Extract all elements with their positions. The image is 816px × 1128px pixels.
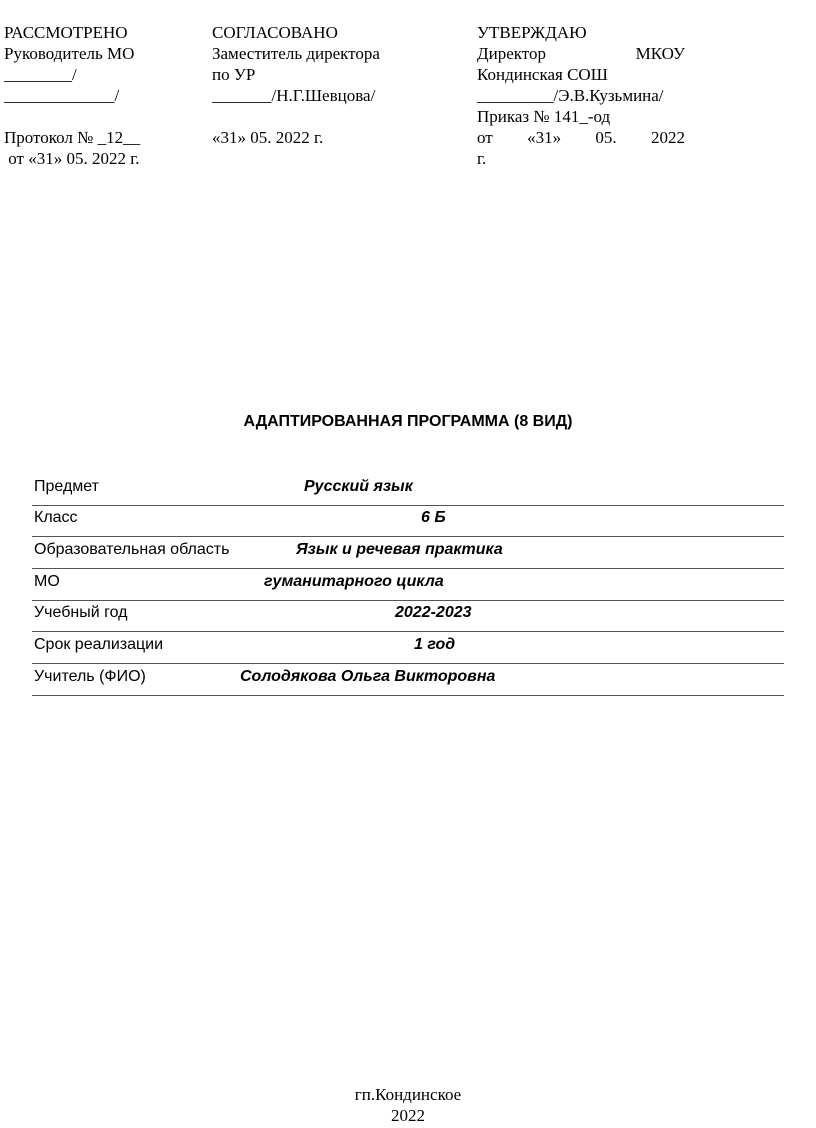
- approved-block: [477, 22, 685, 169]
- info-value: гуманитарного цикла: [264, 573, 444, 590]
- info-row-teacher: [32, 664, 784, 696]
- approved-role-a: Директор: [477, 44, 546, 63]
- approved-date-part: от: [477, 128, 493, 147]
- info-value: Язык и речевая практика: [296, 541, 503, 558]
- considered-signature-line-2: _____________/: [4, 86, 120, 105]
- considered-heading: РАССМОТРЕНО: [4, 23, 128, 42]
- info-label: МО: [34, 573, 60, 590]
- agreed-date: «31» 05. 2022 г.: [212, 128, 324, 147]
- info-row-subject: [32, 474, 784, 506]
- agreed-signature: _______/Н.Г.Шевцова/: [212, 86, 376, 105]
- info-row-class: [32, 505, 784, 537]
- info-value: 1 год: [414, 636, 456, 653]
- approved-role-line: [477, 43, 685, 64]
- approved-date-tail: г.: [477, 149, 487, 168]
- considered-signature-line-1: ________/: [4, 65, 77, 84]
- approved-date-part: 05.: [595, 128, 617, 147]
- info-label: Учитель (ФИО): [34, 668, 146, 685]
- approved-date-part: «31»: [527, 128, 562, 147]
- info-label: Срок реализации: [34, 636, 164, 653]
- agreed-block: [212, 22, 452, 148]
- info-row-field: [32, 537, 784, 569]
- approved-heading: УТВЕРЖДАЮ: [477, 23, 587, 42]
- considered-protocol: Протокол № _12__: [4, 128, 141, 147]
- footer-place: гп.Кондинское: [354, 1085, 462, 1104]
- info-label: Предмет: [34, 478, 99, 495]
- spacer: [212, 106, 452, 127]
- info-label: Класс: [34, 509, 78, 526]
- spacer: [4, 106, 184, 127]
- approved-date-part: 2022: [651, 128, 685, 147]
- approved-order: Приказ № 141_-од: [477, 107, 611, 126]
- info-value: Солодякова Ольга Викторовна: [240, 668, 496, 685]
- info-label: Образовательная область: [34, 541, 230, 558]
- approved-signature: _________/Э.В.Кузьмина/: [477, 86, 664, 105]
- agreed-role-2: по УР: [212, 65, 256, 84]
- approved-role-b: МКОУ: [635, 44, 685, 63]
- info-value: 6 Б: [421, 509, 446, 526]
- agreed-heading: СОГЛАСОВАНО: [212, 23, 338, 42]
- info-label: Учебный год: [34, 604, 128, 621]
- considered-date: от «31» 05. 2022 г.: [4, 149, 140, 168]
- approved-date-line: [477, 127, 685, 148]
- footer-year: 2022: [391, 1106, 425, 1125]
- agreed-role-1: Заместитель директора: [212, 44, 380, 63]
- info-row-mo: [32, 569, 784, 601]
- info-value: Русский язык: [304, 478, 413, 495]
- approved-school: Кондинская СОШ: [477, 65, 608, 84]
- document-title: АДАПТИРОВАННАЯ ПРОГРАММА (8 ВИД): [243, 413, 573, 430]
- info-value: 2022-2023: [395, 604, 472, 621]
- info-row-duration: [32, 632, 784, 664]
- considered-role: Руководитель МО: [4, 44, 135, 63]
- info-row-year: [32, 600, 784, 632]
- considered-block: [4, 22, 184, 169]
